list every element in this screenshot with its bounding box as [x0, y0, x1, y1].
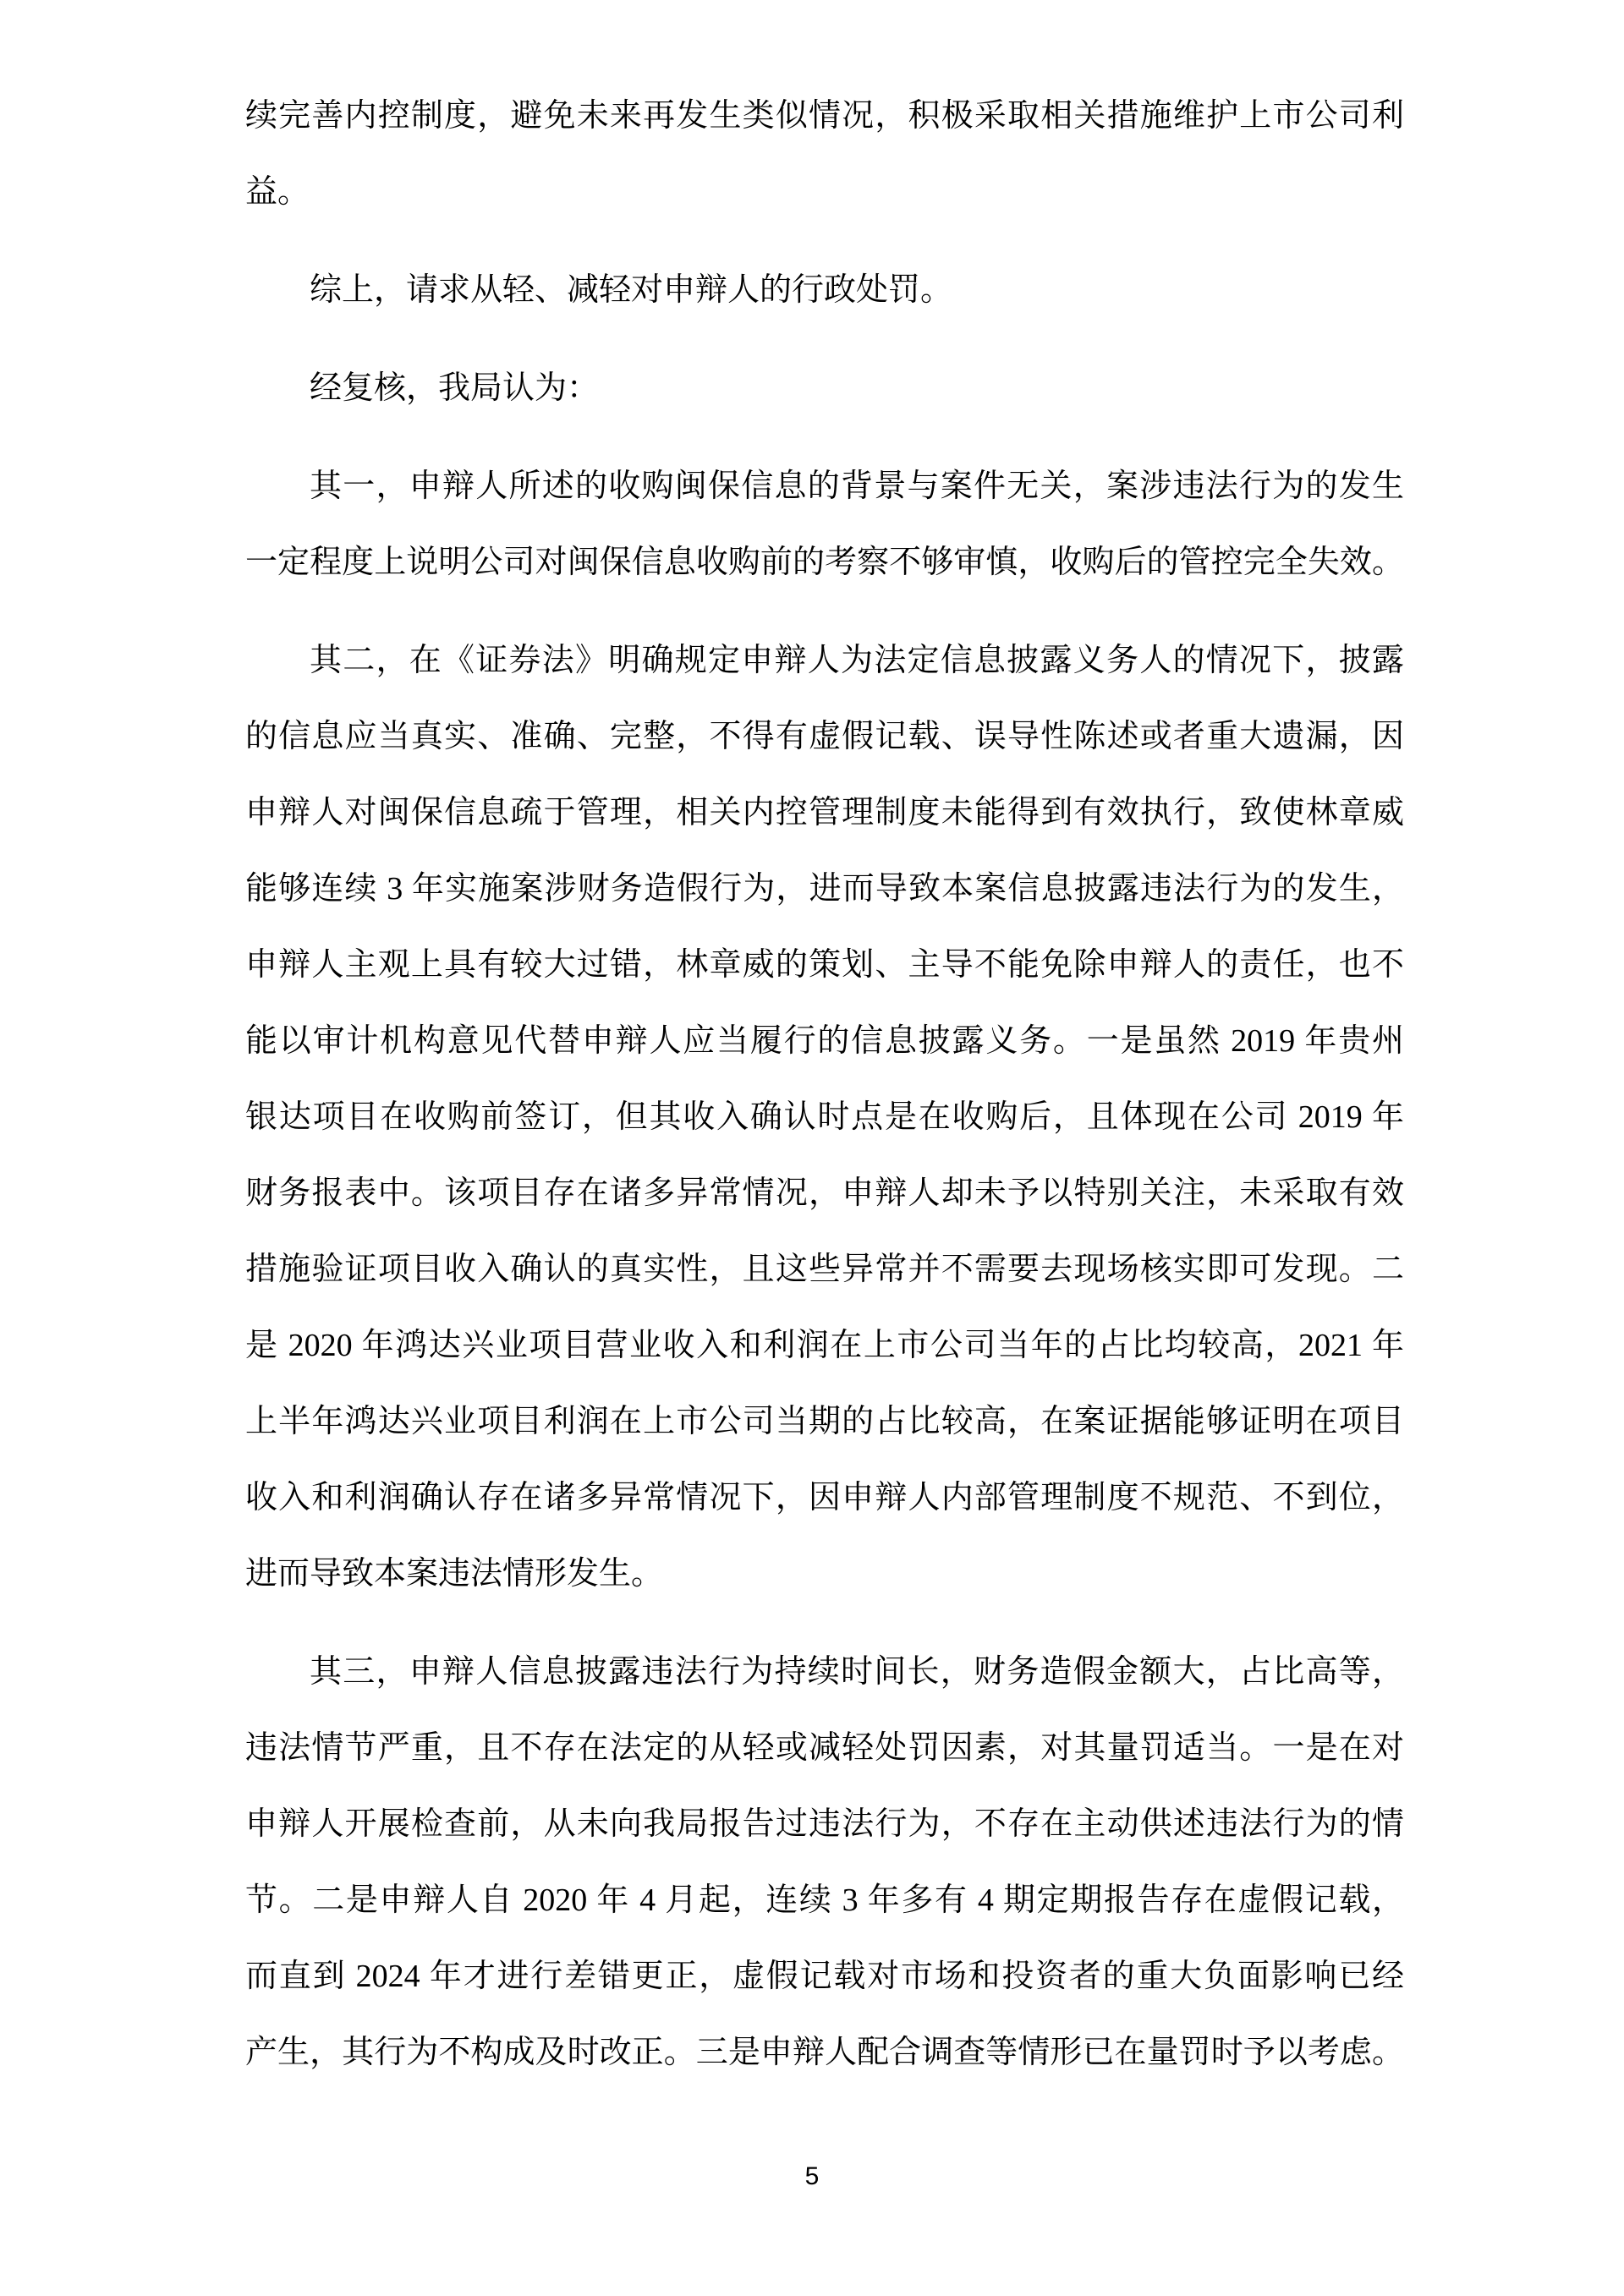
paragraph-point-three [245, 1634, 1404, 2091]
text-line: 节。二是申辩人自 2020 年 4 月起，连续 3 年多有 4 期定期报告存在虚假记载， [245, 1882, 1404, 1918]
paragraph-point-two [245, 622, 1404, 1612]
text-line: 而直到 2024 年才进行差错更正，虚假记载对市场和投资者的重大负面影响已经 [245, 1959, 1404, 1994]
page-number: 5 [804, 2162, 820, 2190]
text-line: 其三，申辩人信息披露违法行为持续时间长，财务造假金额大，占比高等， [310, 1654, 1404, 1690]
text-line: 其二，在《证券法》明确规定申辩人为法定信息披露义务人的情况下，披露 [310, 643, 1404, 678]
text-line: 能够连续 3 年实施案涉财务造假行为，进而导致本案信息披露违法行为的发生， [245, 871, 1404, 907]
text-line: 经复核，我局认为： [310, 370, 600, 406]
paragraph-continuation [245, 78, 1404, 230]
text-line: 综上，请求从轻、减轻对申辩人的行政处罚。 [310, 272, 953, 308]
text-line: 违法情节严重，且不存在法定的从轻或减轻处罚因素，对其量罚适当。一是在对 [245, 1730, 1404, 1766]
text-line: 是 2020 年鸿达兴业项目营业收入和利润在上市公司当年的占比均较高，2021 年 [245, 1328, 1404, 1363]
text-line: 能以审计机构意见代替申辩人应当履行的信息披露义务。一是虽然 2019 年贵州 [245, 1023, 1404, 1059]
text-line: 申辩人开展检查前，从未向我局报告过违法行为，不存在主动供述违法行为的情 [245, 1806, 1404, 1842]
text-line: 措施验证项目收入确认的真实性，且这些异常并不需要去现场核实即可发现。二 [245, 1252, 1404, 1287]
text-line: 的信息应当真实、准确、完整，不得有虚假记载、误导性陈述或者重大遗漏，因 [245, 719, 1404, 754]
text-line: 益。 [245, 174, 310, 210]
paragraph-point-one [245, 448, 1404, 600]
text-line: 续完善内控制度，避免未来再发生类似情况，积极采取相关措施维护上市公司利 [245, 98, 1404, 134]
text-line: 进而导致本案违法情形发生。 [245, 1556, 664, 1592]
text-line: 一定程度上说明公司对闽保信息收购前的考察不够审慎，收购后的管控完全失效。 [245, 545, 1404, 580]
text-line: 财务报表中。该项目存在诸多异常情况，申辩人却未予以特别关注，未采取有效 [245, 1175, 1404, 1211]
text-line: 产生，其行为不构成及时改正。三是申辩人配合调查等情形已在量罚时予以考虑。 [245, 2035, 1404, 2070]
text-line: 申辩人对闽保信息疏于管理，相关内控管理制度未能得到有效执行，致使林章威 [245, 795, 1404, 830]
paragraph-review-intro [245, 350, 1404, 426]
text-line: 银达项目在收购前签订，但其收入确认时点是在收购后，且体现在公司 2019 年 [245, 1099, 1404, 1135]
text-line: 收入和利润确认存在诸多异常情况下，因申辩人内部管理制度不规范、不到位， [245, 1480, 1404, 1515]
text-line: 上半年鸿达兴业项目利润在上市公司当期的占比较高，在案证据能够证明在项目 [245, 1404, 1404, 1439]
paragraph-summary-request [245, 252, 1404, 328]
document-body [245, 78, 1404, 2091]
text-line: 申辩人主观上具有较大过错，林章威的策划、主导不能免除申辩人的责任，也不 [245, 947, 1404, 983]
text-line: 其一，申辩人所述的收购闽保信息的背景与案件无关，案涉违法行为的发生 [310, 469, 1404, 504]
